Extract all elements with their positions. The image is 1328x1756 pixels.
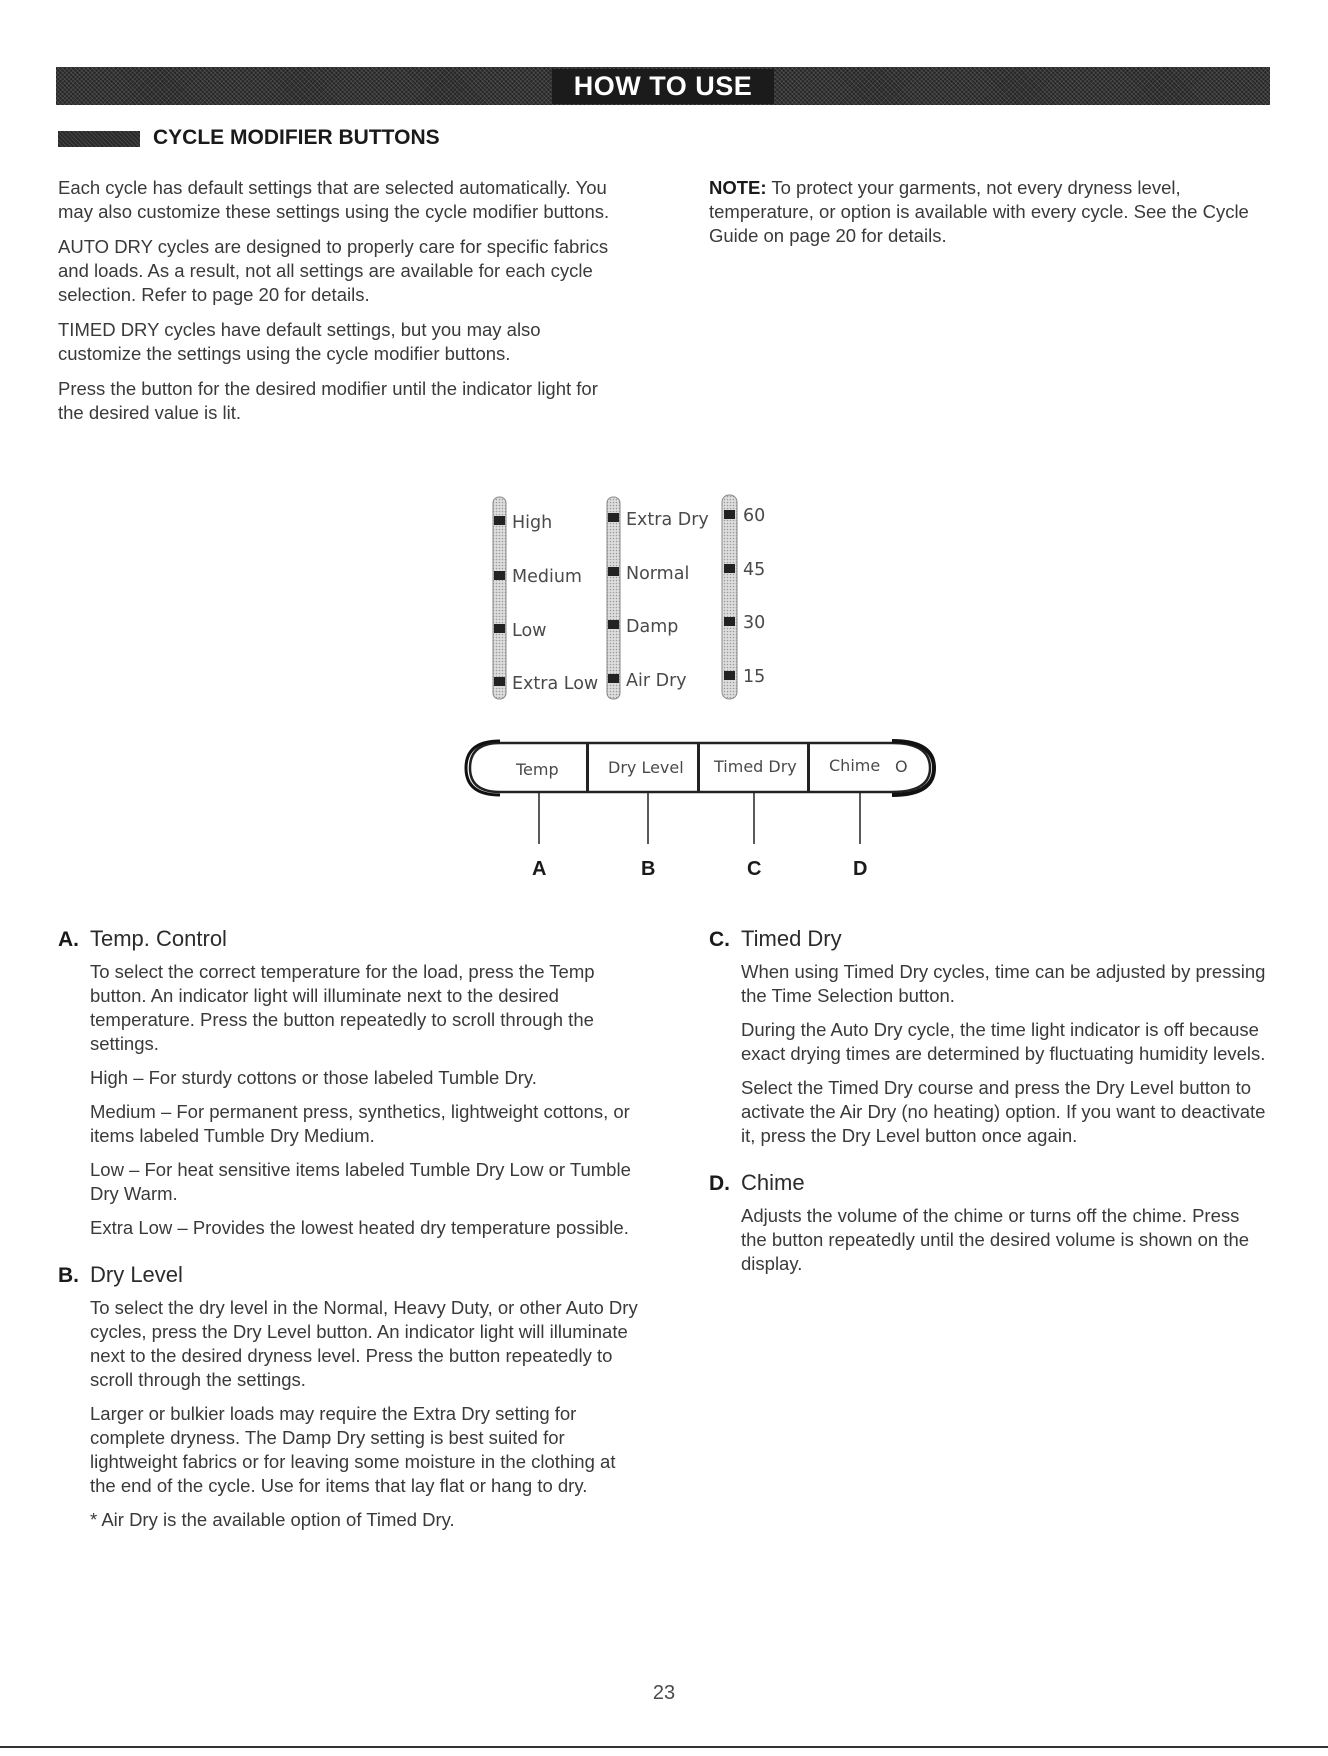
section-heading [709,1170,1269,1196]
callout-a: A [532,858,547,880]
chime-section [709,1170,1269,1276]
chime-button[interactable] [829,756,908,776]
section-letter: D. [709,1172,730,1195]
section-letter: C. [709,928,730,951]
time-60-label: 60 [743,506,766,526]
temp-button-label: Temp [516,760,559,779]
callout-d: D [853,858,868,880]
body-paragraph: During the Auto Dry cycle, the time light indicator is off because exact drying times are determined by fluctuating humidity levels. [741,1019,1266,1064]
section-letter: B. [58,1264,79,1287]
left-column [58,926,638,1554]
section-heading [58,926,638,952]
indicator-light [608,567,619,576]
temp-extra-low-label: Extra Low [512,674,599,694]
body-paragraph: Adjusts the volume of the chime or turns off the chime. Press the button repeatedly until the desired volume is shown on the display. [741,1205,1250,1274]
temp-medium-label: Medium [512,567,582,587]
button-divider [586,743,589,792]
dry-level-section [58,1262,638,1532]
intro-paragraph: AUTO DRY cycles are designed to properly care for specific fabrics and loads. As a result, not all settings are available for each cycle selection. Refer to page 20 for details. [58,236,609,305]
indicator-light [608,674,619,683]
section-body [58,960,638,1240]
indicator-light [494,624,505,633]
button-divider [807,743,810,792]
section-letter: A. [58,928,79,951]
callout-c: C [747,858,762,880]
button-divider [697,743,700,792]
body-paragraph: Extra Low – Provides the lowest heated dry temperature possible. [90,1217,629,1238]
section-heading-title: Dry Level [90,1262,183,1287]
section-heading-title: Temp. Control [90,926,227,951]
temp-button[interactable] [515,760,559,779]
body-paragraph: To select the dry level in the Normal, Heavy Duty, or other Auto Dry cycles, press the Dry Level button. An indicator light will illuminate next to the desired dryness level. Press the button repeatedly to scroll through the settings. [90,1297,638,1390]
indicator-light [494,516,505,525]
body-paragraph: Larger or bulkier loads may require the Extra Dry setting for complete dryness. The Damp Dry setting is best suited for lightweight fabrics or for leaving some moisture in the clothing at the end of the cycle. Use for items that lay flat or hang to dry. [90,1403,616,1496]
body-paragraph: Low – For heat sensitive items labeled Tumble Dry Low or Tumble Dry Warm. [90,1159,631,1204]
indicator-light [724,564,735,573]
time-45-label: 45 [743,560,766,580]
dry-normal-label: Normal [626,564,690,584]
dry-extra-dry-label: Extra Dry [626,510,709,530]
time-30-label: 30 [743,613,766,633]
section-heading-title: Timed Dry [741,926,842,951]
indicator-light [608,513,619,522]
body-paragraph: When using Timed Dry cycles, time can be adjusted by pressing the Time Selection button. [741,961,1266,1006]
indicator-light [724,671,735,680]
temp-control-section [58,926,638,1240]
body-paragraph: Medium – For permanent press, synthetics, lightweight cottons, or items labeled Tumble Dry Medium. [90,1101,630,1146]
indicator-light [724,617,735,626]
timed-dry-button[interactable] [713,757,797,776]
chime-indicator: O [895,757,908,776]
right-column [709,926,1269,1298]
time-15-label: 15 [743,667,766,687]
temp-low-label: Low [512,621,547,641]
banner-title: HOW TO USE [552,69,775,104]
intro-paragraph: TIMED DRY cycles have default settings, but you may also customize the settings using the cycle modifier buttons. [58,319,541,364]
section-title: CYCLE MODIFIER BUTTONS [153,126,440,149]
bottom-rule [0,1746,1328,1748]
timed-dry-button-label: Timed Dry [714,757,797,776]
indicator-light [494,571,505,580]
intro-paragraph: Each cycle has default settings that are selected automatically. You may also customize these settings using the cycle modifier buttons. [58,177,610,222]
body-paragraph: * Air Dry is the available option of Timed Dry. [90,1509,455,1530]
intro-paragraph: Press the button for the desired modifier until the indicator light for the desired value is lit. [58,378,598,423]
callout-b: B [641,858,656,880]
temp-indicator-bar [493,497,506,699]
time-indicator-bar [722,495,737,699]
body-paragraph: High – For sturdy cottons or those labeled Tumble Dry. [90,1067,537,1088]
indicator-light [724,510,735,519]
section-heading-title: Chime [741,1170,805,1195]
page-number: 23 [652,1682,676,1704]
dry-level-indicator-bar [607,497,620,699]
dry-air-dry-label: Air Dry [626,671,687,691]
note-text: To protect your garments, not every dryness level, temperature, or option is available with every cycle. See the Cycle Guide on page 20 for details. [709,177,1249,246]
chime-button-label: Chime [829,756,881,775]
section-heading [709,926,1269,952]
body-paragraph: Select the Timed Dry course and press the Dry Level button to activate the Air Dry (no heating) option. If you want to deactivate it, press the Dry Level button once again. [741,1077,1266,1146]
dry-level-button[interactable] [608,758,684,777]
dry-level-button-label: Dry Level [608,758,684,777]
indicator-light [608,620,619,629]
indicator-light [494,677,505,686]
section-body [709,960,1269,1148]
temp-high-label: High [512,513,553,533]
note-label: NOTE: [709,177,767,198]
dry-damp-label: Damp [626,617,679,637]
body-paragraph: To select the correct temperature for the load, press the Temp button. An indicator light will illuminate next to the desired temperature. Press the button repeatedly to scroll through the settings. [90,961,595,1054]
timed-dry-section [709,926,1269,1148]
section-heading [58,1262,638,1288]
section-body [58,1296,638,1532]
section-body [709,1204,1269,1276]
